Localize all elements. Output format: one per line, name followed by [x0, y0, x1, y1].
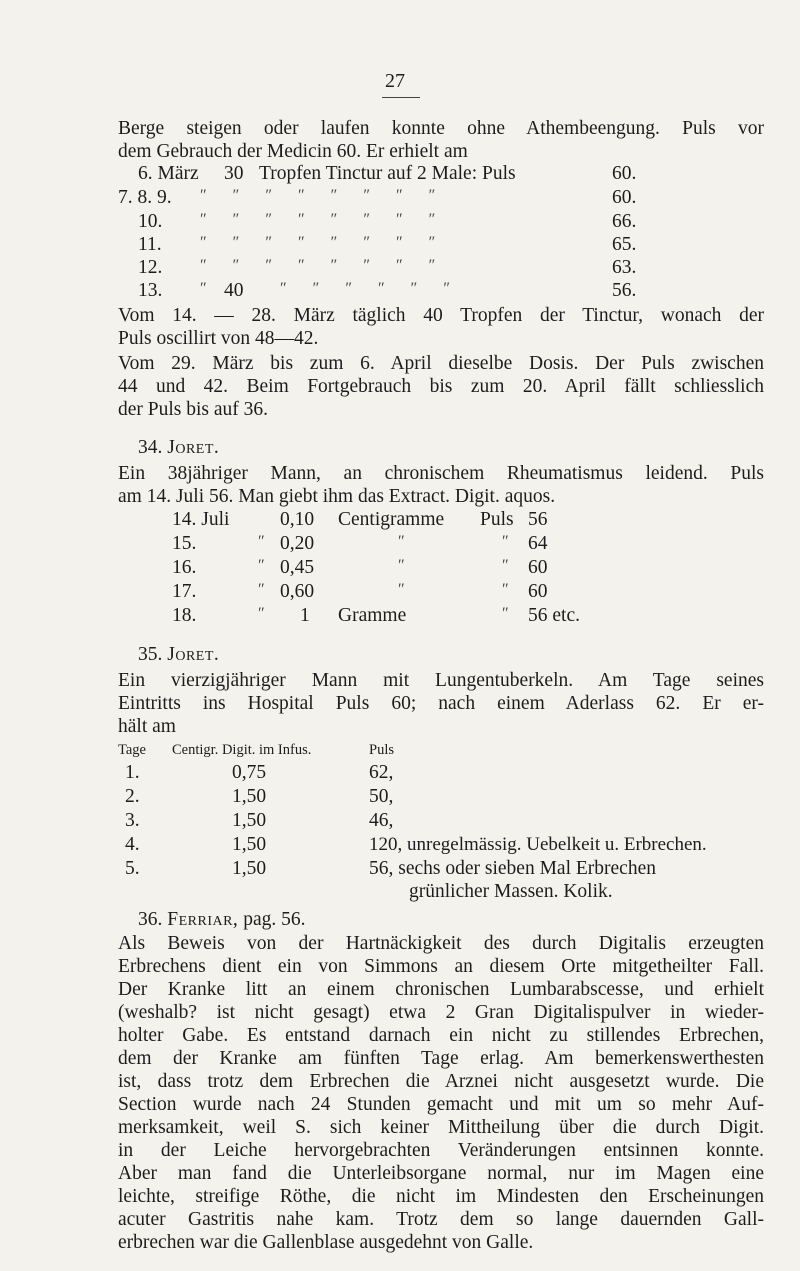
case34-day: 15. [172, 533, 197, 554]
march-row-puls: 63. [612, 257, 637, 278]
case35-dose: 1,50 [232, 810, 267, 831]
case36-line-10: in der Leiche hervorgebrachten Veränderungen entsinnen konnte. [118, 1140, 764, 1161]
march-row-puls: 60. [612, 163, 637, 184]
case34-day: 17. [172, 581, 197, 602]
case35-heading [138, 643, 219, 667]
case36-author: Ferriar, [167, 909, 239, 930]
para2-line-2: 44 und 42. Beim Fortgebrauch bis zum 20. April fällt schliesslich [118, 376, 764, 397]
para2-line-1: Vom 29. März bis zum 6. April dieselbe Dosis. Der Puls zwischen [118, 353, 764, 374]
case35-tag: 2. [125, 786, 140, 807]
case34-number: 34. [138, 437, 163, 458]
case35-line-3: hält am [118, 716, 176, 737]
ditto-mark: ″ [502, 533, 509, 550]
case34-dose: 1 [300, 605, 310, 626]
intro-line-2: dem Gebrauch der Medicin 60. Er erhielt am [118, 141, 468, 162]
ditto-marks: ″ [200, 280, 207, 297]
case34-day: 16. [172, 557, 197, 578]
case35-tag: 4. [125, 834, 140, 855]
case36-line-4: (weshalb? ist nicht gesagt) etwa 2 Gran Digitalispulver in wieder- [118, 1002, 764, 1023]
ditto-mark: ″ [398, 533, 405, 550]
ditto-marks: ″ ″ ″ ″ ″ ″ ″ ″ [200, 234, 436, 251]
case35-puls: 120, unregelmässig. Uebelkeit u. Erbrechen. [369, 834, 707, 855]
para2-line-3: der Puls bis auf 36. [118, 399, 269, 420]
case34-unit: Gramme [338, 605, 407, 626]
ditto-mark: ″ [258, 605, 265, 622]
para1-line-2: Puls oscillirt von 48—42. [118, 328, 319, 349]
case36-line-5: holter Gabe. Es entstand darnach ein nicht zu stillendes Erbrechen, [118, 1025, 764, 1046]
column-header-dose: Centigr. Digit. im Infus. [172, 742, 312, 758]
case35-author: Joret. [167, 644, 220, 665]
case35-dose: 1,50 [232, 786, 267, 807]
march-row-day: 13. [138, 280, 163, 301]
column-header-tage: Tage [118, 742, 146, 758]
case34-puls: 56 [528, 509, 548, 530]
case34-author: Joret. [167, 437, 220, 458]
march-row-puls: 65. [612, 234, 637, 255]
march-row-day: 12. [138, 257, 163, 278]
page-number: 27 [385, 70, 405, 92]
case34-dose: 0,10 [280, 509, 315, 530]
case35-row5-continuation: grünlicher Massen. Kolik. [409, 881, 613, 902]
ditto-mark: ″ [258, 533, 265, 550]
case35-tag: 5. [125, 858, 140, 879]
case34-puls-label: Puls [480, 509, 514, 530]
ditto-mark: ″ [502, 557, 509, 574]
case36-line-1: Als Beweis von der Hartnäckigkeit des durch Digitalis erzeugten [118, 933, 764, 954]
case35-tag: 3. [125, 810, 140, 831]
case36-line-7: ist, dass trotz dem Erbrechen die Arznei nicht ausgesetzt wurde. Die [118, 1071, 764, 1092]
case34-unit: Centigramme [338, 509, 445, 530]
march-row-dose: 30 [224, 163, 244, 184]
case35-puls: 56, sechs oder sieben Mal Erbrechen [369, 858, 656, 879]
case34-line-1: Ein 38jähriger Mann, an chronischem Rheumatismus leidend. Puls [118, 463, 764, 484]
case36-line-9: merksamkeit, weil S. sich keiner Mittheilung über die durch Digit. [118, 1117, 764, 1138]
march-row-puls: 60. [612, 187, 637, 208]
ditto-mark: ″ [258, 581, 265, 598]
case34-line-2: am 14. Juli 56. Man giebt ihm das Extract. Digit. aquos. [118, 486, 556, 507]
case35-tag: 1. [125, 762, 140, 783]
case36-line-14: erbrechen war die Gallenblase ausgedehnt von Galle. [118, 1232, 534, 1253]
case36-number: 36. [138, 909, 163, 930]
case34-puls: 60 [528, 581, 548, 602]
case36-line-8: Section wurde nach 24 Stunden gemacht und mit um so mehr Auf- [118, 1094, 764, 1115]
page-number-rule [382, 97, 420, 98]
case34-heading [138, 436, 219, 460]
ditto-marks: ″ ″ ″ ″ ″ ″ ″ ″ [200, 257, 436, 274]
case36-line-3: Der Kranke litt an einem chronischen Lumbarabscesse, und erhielt [118, 979, 764, 1000]
ditto-mark: ″ [502, 581, 509, 598]
case35-line-1: Ein vierzigjähriger Mann mit Lungentuberkeln. Am Tage seines [118, 670, 764, 691]
case36-heading [138, 908, 305, 932]
case36-line-13: acuter Gastritis nahe kam. Trotz dem so lange dauernden Gall- [118, 1209, 764, 1230]
case34-dose: 0,60 [280, 581, 315, 602]
case35-dose: 0,75 [232, 762, 267, 783]
ditto-marks: ″ ″ ″ ″ ″ ″ [280, 280, 450, 297]
case34-dose: 0,20 [280, 533, 315, 554]
ditto-mark: ″ [258, 557, 265, 574]
case34-day: 14. Juli [172, 509, 230, 530]
case35-puls: 62, [369, 762, 394, 783]
ditto-marks: ″ ″ ″ ″ ″ ″ ″ ″ [200, 187, 436, 204]
case35-line-2: Eintritts ins Hospital Puls 60; nach einem Aderlass 62. Er er- [118, 693, 764, 714]
case35-dose: 1,50 [232, 834, 267, 855]
intro-line-1: Berge steigen oder laufen konnte ohne Athembeengung. Puls vor [118, 118, 764, 139]
case36-line-2: Erbrechens dient ein von Simmons an diesem Orte mitgetheilter Fall. [118, 956, 764, 977]
case36-line-11: Aber man fand die Unterleibsorgane normal, nur im Magen eine [118, 1163, 764, 1184]
case34-puls: 64 [528, 533, 548, 554]
march-row-dose: 40 [224, 280, 244, 301]
case35-puls: 50, [369, 786, 394, 807]
march-row-day: 6. März [138, 163, 199, 184]
ditto-mark: ″ [398, 557, 405, 574]
case36-line-6: dem der Kranke am fünften Tage erlag. Am bemerkenswerthesten [118, 1048, 764, 1069]
ditto-marks: ″ ″ ″ ″ ″ ″ ″ ″ [200, 211, 436, 228]
case36-line-12: leichte, streifige Röthe, die nicht im Mindesten den Erscheinungen [118, 1186, 764, 1207]
ditto-mark: ″ [398, 581, 405, 598]
march-row-day: 7. 8. 9. [118, 187, 172, 208]
para1-line-1: Vom 14. — 28. März täglich 40 Tropfen der Tinctur, wonach der [118, 305, 764, 326]
march-row-puls: 56. [612, 280, 637, 301]
case34-puls: 60 [528, 557, 548, 578]
case35-number: 35. [138, 644, 163, 665]
march-row-text: Tropfen Tinctur auf 2 Male: Puls [259, 163, 516, 184]
ditto-mark: ″ [502, 605, 509, 622]
march-row-day: 10. [138, 211, 163, 232]
march-row-puls: 66. [612, 211, 637, 232]
case34-dose: 0,45 [280, 557, 315, 578]
column-header-puls: Puls [369, 742, 394, 758]
case34-day: 18. [172, 605, 197, 626]
case35-puls: 46, [369, 810, 394, 831]
march-row-day: 11. [138, 234, 162, 255]
case34-puls: 56 etc. [528, 605, 580, 626]
case36-reference: pag. 56. [243, 909, 306, 930]
case35-dose: 1,50 [232, 858, 267, 879]
